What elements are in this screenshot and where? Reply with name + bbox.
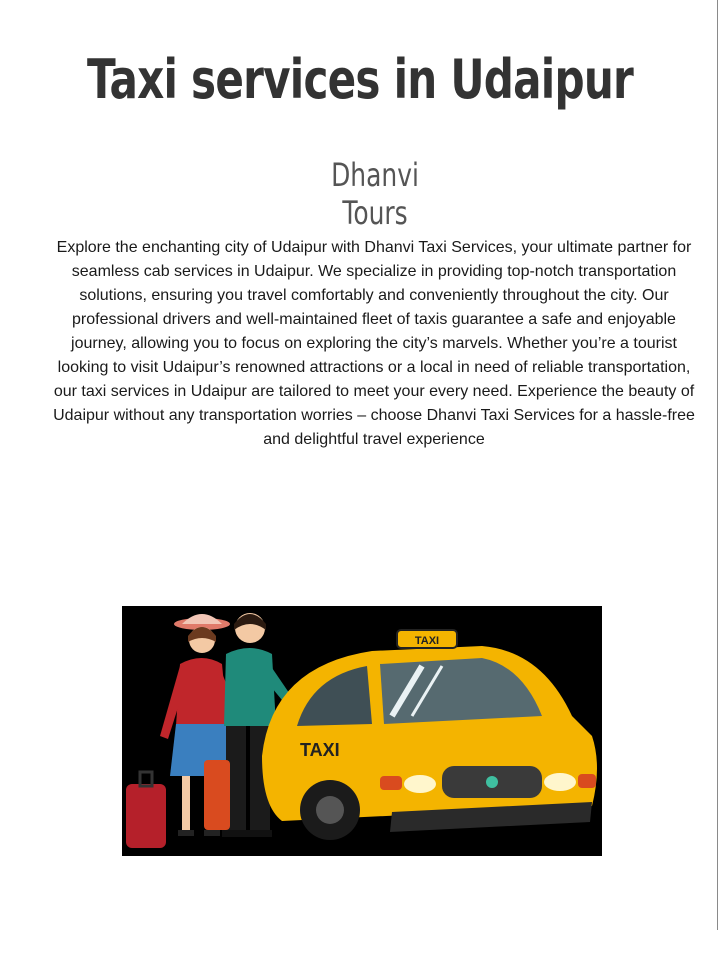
description-paragraph: Explore the enchanting city of Udaipur with Dhanvi Taxi Services, your ultimate partner for seamless cab services in Udaipur. We specialize in providing top-notch transportation solutions, ensuring you travel comfortably and conveniently throughout the city. Our professional drivers and well-maintained fleet of taxis guarantee a safe and enjoyable journey, allowing you to focus on exploring the city’s marvels. Whether you’re a tourist looking to visit Udaipur’s renowned attractions or a local in need of reliable transportation, our taxi services in Udaipur are tailored to meet your every need. Experience the beauty of Udaipur without any transportation worries – choose Dhanvi Taxi Services for a hassle-free and delightful travel experience: [53, 239, 695, 448]
page-subtitle: Dhanvi Tours: [331, 156, 419, 232]
roof-sign-text: TAXI: [414, 635, 440, 647]
door-text: TAXI: [300, 740, 340, 760]
page-title: Taxi services in Udaipur: [86, 48, 634, 111]
taxi-illustration-svg: [122, 606, 602, 856]
taxi-illustration: [122, 606, 602, 856]
page-edge-rule: [717, 0, 718, 930]
